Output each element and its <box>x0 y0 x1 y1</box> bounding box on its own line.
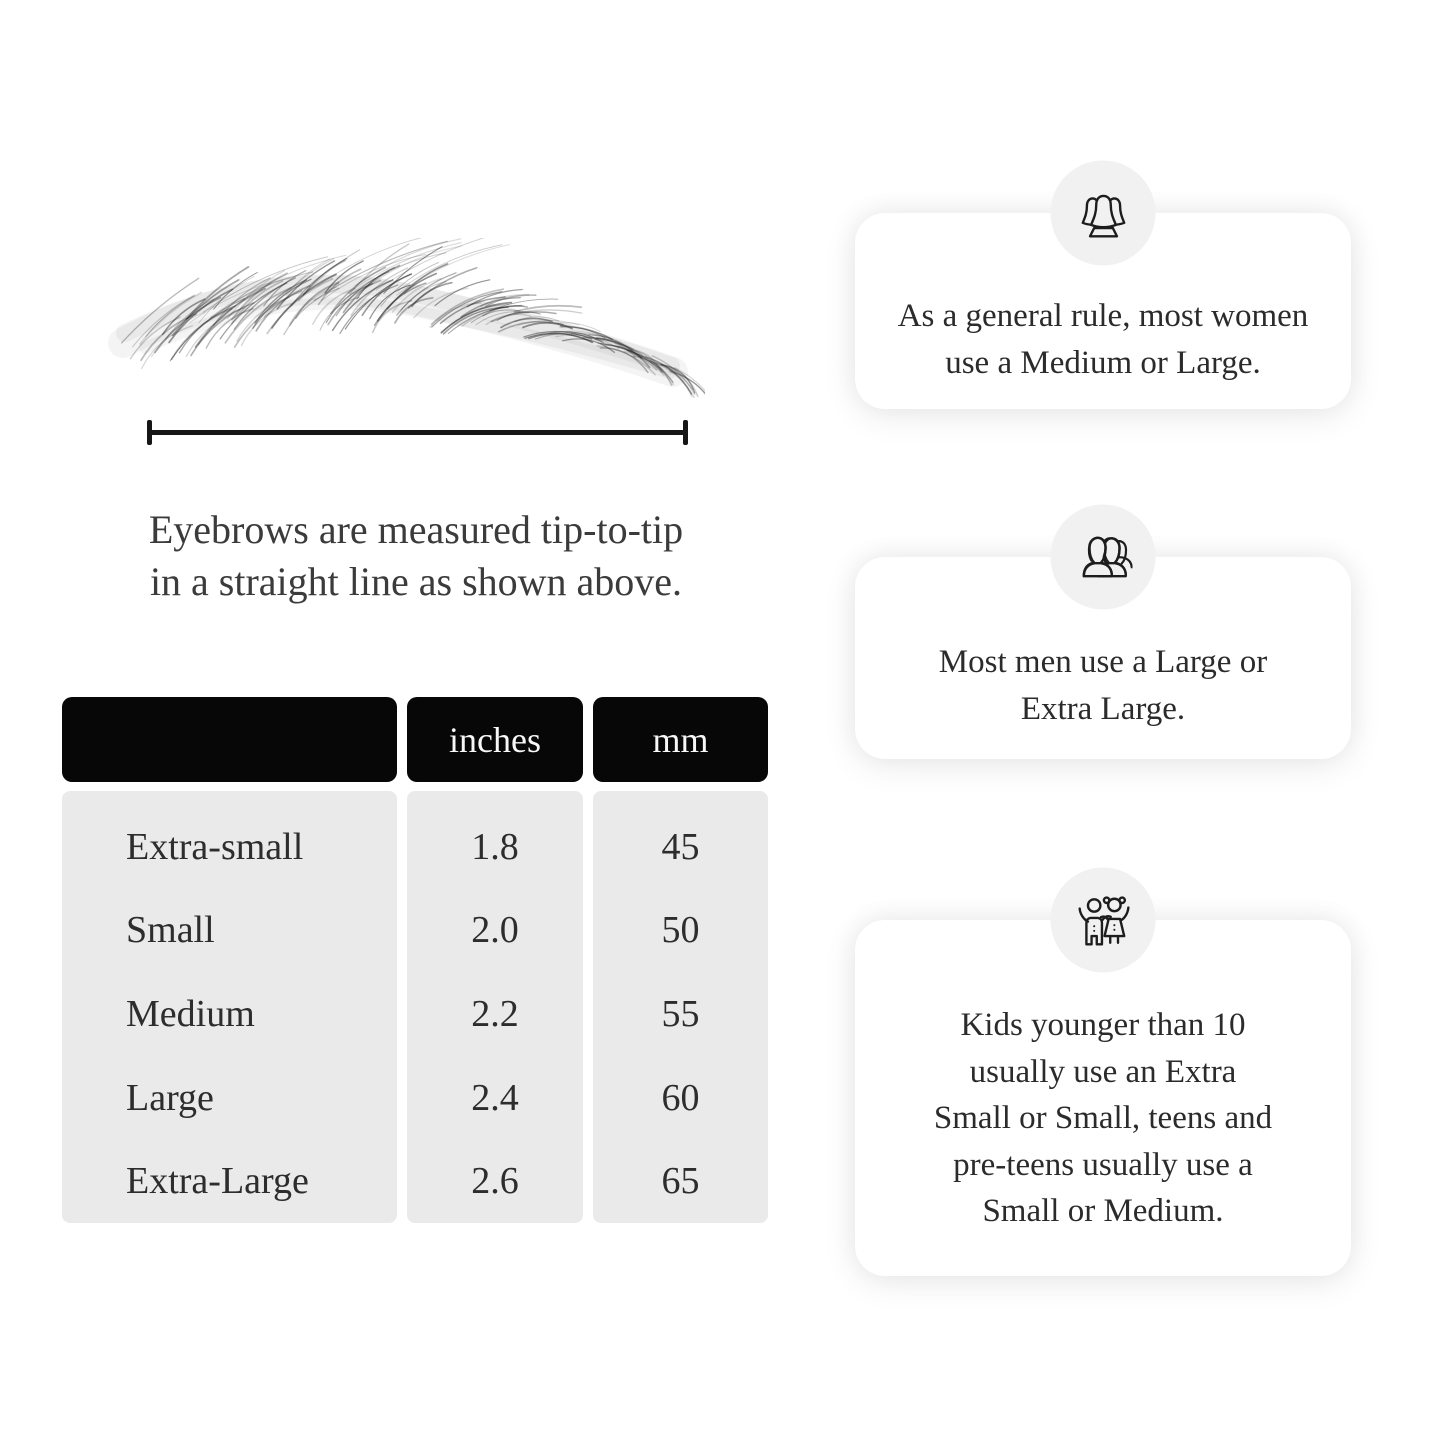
table-cell-inches: 2.0 <box>471 909 519 952</box>
ruler-bar <box>147 430 688 435</box>
table-cell-inches: 2.6 <box>471 1160 519 1203</box>
size-table <box>62 697 768 1223</box>
table-header-blank <box>62 697 397 782</box>
card-text-line: usually use an Extra <box>969 1053 1237 1090</box>
card-text-line: As a general rule, most women <box>897 298 1309 334</box>
card-text-line: Small or Medium. <box>982 1193 1224 1229</box>
table-cell-inches: 2.2 <box>471 992 519 1035</box>
card-text-line: Kids younger than 10 <box>960 1007 1246 1043</box>
table-row-label: Medium <box>126 992 255 1035</box>
size-table-column-inches <box>407 697 583 1223</box>
table-cell-mm: 60 <box>661 1076 700 1119</box>
card-text-line: Extra Large. <box>1020 690 1186 727</box>
table-body-labels <box>62 791 397 1223</box>
measurement-line <box>147 419 688 446</box>
eyebrow-sketch <box>85 238 705 408</box>
table-row-label: Extra-Large <box>126 1160 309 1203</box>
table-cell-mm: 65 <box>661 1160 700 1203</box>
measurement-caption <box>96 504 736 608</box>
men-group-icon <box>1051 505 1156 610</box>
table-cell-mm: 45 <box>661 825 700 868</box>
card-text-line: pre-teens usually use a <box>953 1146 1253 1183</box>
table-cell-mm: 50 <box>661 909 700 952</box>
caption-line-1: Eyebrows are measured tip-to-tip <box>148 507 684 552</box>
table-cell-inches: 2.4 <box>471 1076 519 1119</box>
kids-icon <box>1051 868 1156 973</box>
table-cell-mm: 55 <box>661 992 700 1035</box>
women-group-icon <box>1051 161 1156 266</box>
ruler-right-tick <box>683 420 688 445</box>
card-text-line: Most men use a Large or <box>938 644 1268 680</box>
size-table-column-mm <box>593 697 768 1223</box>
table-header-inches: inches <box>407 697 583 782</box>
card-text-line: use a Medium or Large. <box>945 344 1261 381</box>
women-advice-card <box>855 213 1351 409</box>
card-text-line: Small or Small, teens and <box>933 1100 1273 1136</box>
table-row-label: Extra-small <box>126 825 304 868</box>
table-header-mm: mm <box>593 697 768 782</box>
caption-line-2: in a straight line as shown above. <box>149 559 683 604</box>
kids-advice-card <box>855 920 1351 1276</box>
table-row-label: Small <box>126 909 215 952</box>
size-table-column-labels <box>62 697 397 1223</box>
table-body-mm <box>593 791 768 1223</box>
table-body-inches <box>407 791 583 1223</box>
table-row-label: Large <box>126 1076 214 1119</box>
men-advice-card <box>855 557 1351 759</box>
table-cell-inches: 1.8 <box>471 825 519 868</box>
